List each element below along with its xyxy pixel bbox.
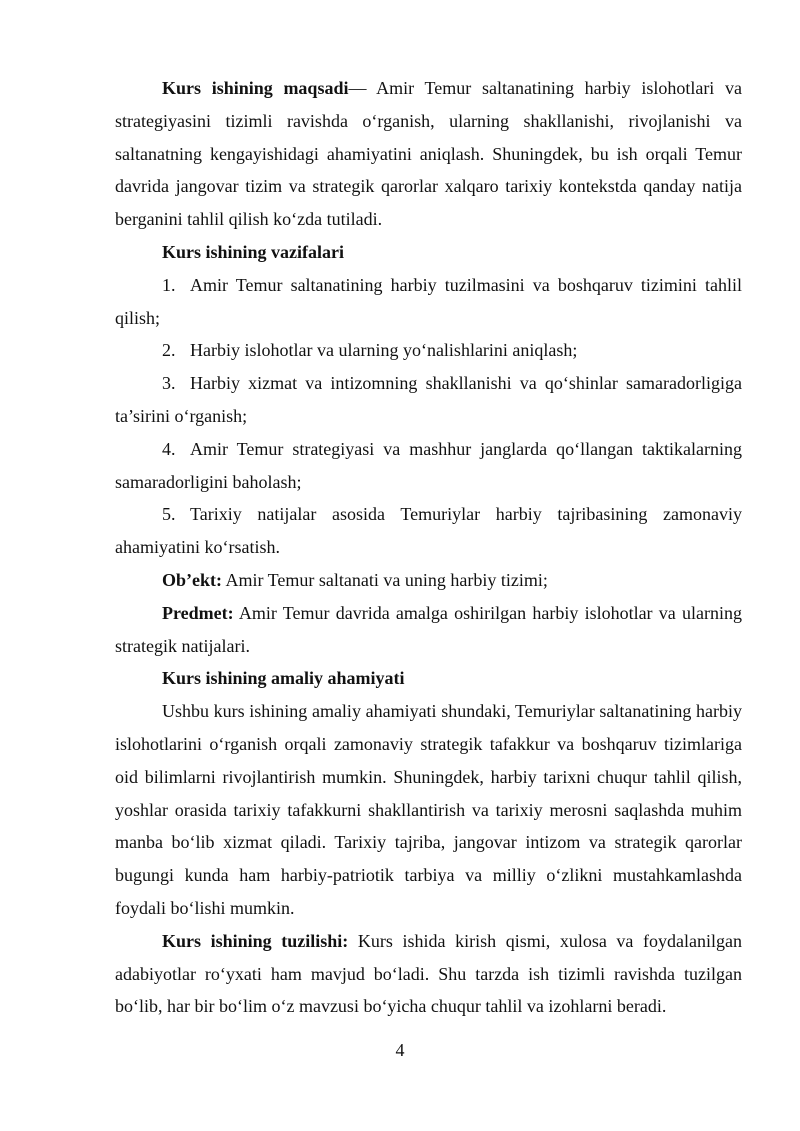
structure-paragraph <box>115 925 742 1023</box>
goal-label: Kurs ishining maqsadi <box>162 78 349 98</box>
task-text: Harbiy xizmat va intizomning shakllanishi va qo‘shinlar samaradorligiga ta’sirini o‘rganish; <box>115 373 742 426</box>
structure-label: Kurs ishining tuzilishi: <box>162 930 349 951</box>
task-item-1 <box>115 269 742 335</box>
subject-label: Predmet: <box>162 602 234 623</box>
practical-paragraph: Ushbu kurs ishining amaliy ahamiyati shundaki, Temuriylar saltanatining harbiy islohotlarini o‘rganish orqali zamonaviy strategik tafakkur va boshqaruv tizimlariga oid bilimlarni rivojlantirish mumkin. Shuningdek, harbiy tarixni chuqur tahlil qilish, yoshlar orasida tarixiy tafakkurni shakllantirish va tarixiy merosni saqlashda muhim manba bo‘lib xizmat qiladi. Tarixiy tajriba, jangovar intizom va strategik qarorlar bugungi kunda ham harbiy-patriotik tarbiya va milliy o‘zlikni mustahkamlashda foydali bo‘lishi mumkin. <box>115 701 742 918</box>
task-text: Amir Temur strategiyasi va mashhur janglarda qo‘llangan taktikalarning samaradorligini baholash; <box>115 438 742 492</box>
object-label: Ob’ekt: <box>162 569 222 590</box>
object-text: Amir Temur saltanati va uning harbiy tizimi; <box>222 569 548 590</box>
tasks-heading: Kurs ishining vazifalari <box>162 241 345 262</box>
practical-heading: Kurs ishining amaliy ahamiyati <box>162 668 405 689</box>
goal-paragraph <box>115 72 742 236</box>
subject-paragraph <box>115 597 742 663</box>
task-number: 3. <box>162 373 176 394</box>
task-item-2 <box>115 334 742 367</box>
task-number: 2. <box>162 340 176 361</box>
task-item-3 <box>115 367 742 433</box>
task-text: Amir Temur saltanatining harbiy tuzilmasini va boshqaruv tizimini tahlil qilish; <box>115 274 742 328</box>
task-item-4 <box>115 433 742 499</box>
task-text: Harbiy islohotlar va ularning yo‘nalishlarini aniqlash; <box>190 340 578 361</box>
structure-text: Kurs ishida kirish qismi, xulosa va foydalanilgan adabiyotlar ro‘yxati ham mavjud bo‘ladi. Shu tarzda ish tizimli ravishda tuzilgan bo‘lib, har bir bo‘lim o‘z mavzusi bo‘yicha chuqur tahlil va izohlarni beradi. <box>115 930 742 1017</box>
goal-text: — Amir Temur saltanatining harbiy islohotlari va strategiyasini tizimli ravishda o‘rganish, ularning shakllanishi, rivojlanishi va saltanatning kengayishidagi ahamiyatini aniqlash. Shuningdek, bu ish orqali Temur davrida jangovar tizim va strategik qarorlar xalqaro tarixiy kontekstda qanday natija berganini tahlil qilish ko‘zda tutiladi. <box>115 78 742 230</box>
task-number: 5. <box>162 504 176 525</box>
page-number: 4 <box>395 1040 405 1060</box>
task-number: 4. <box>162 438 176 459</box>
subject-text: Amir Temur davrida amalga oshirilgan harbiy islohotlar va ularning strategik natijalari. <box>115 602 742 656</box>
task-item-5 <box>115 498 742 564</box>
task-number: 1. <box>162 274 176 295</box>
document-page <box>115 72 742 1023</box>
task-text: Tarixiy natijalar asosida Temuriylar harbiy tajribasining zamonaviy ahamiyatini ko‘rsatish. <box>115 504 742 558</box>
object-paragraph <box>115 564 742 597</box>
